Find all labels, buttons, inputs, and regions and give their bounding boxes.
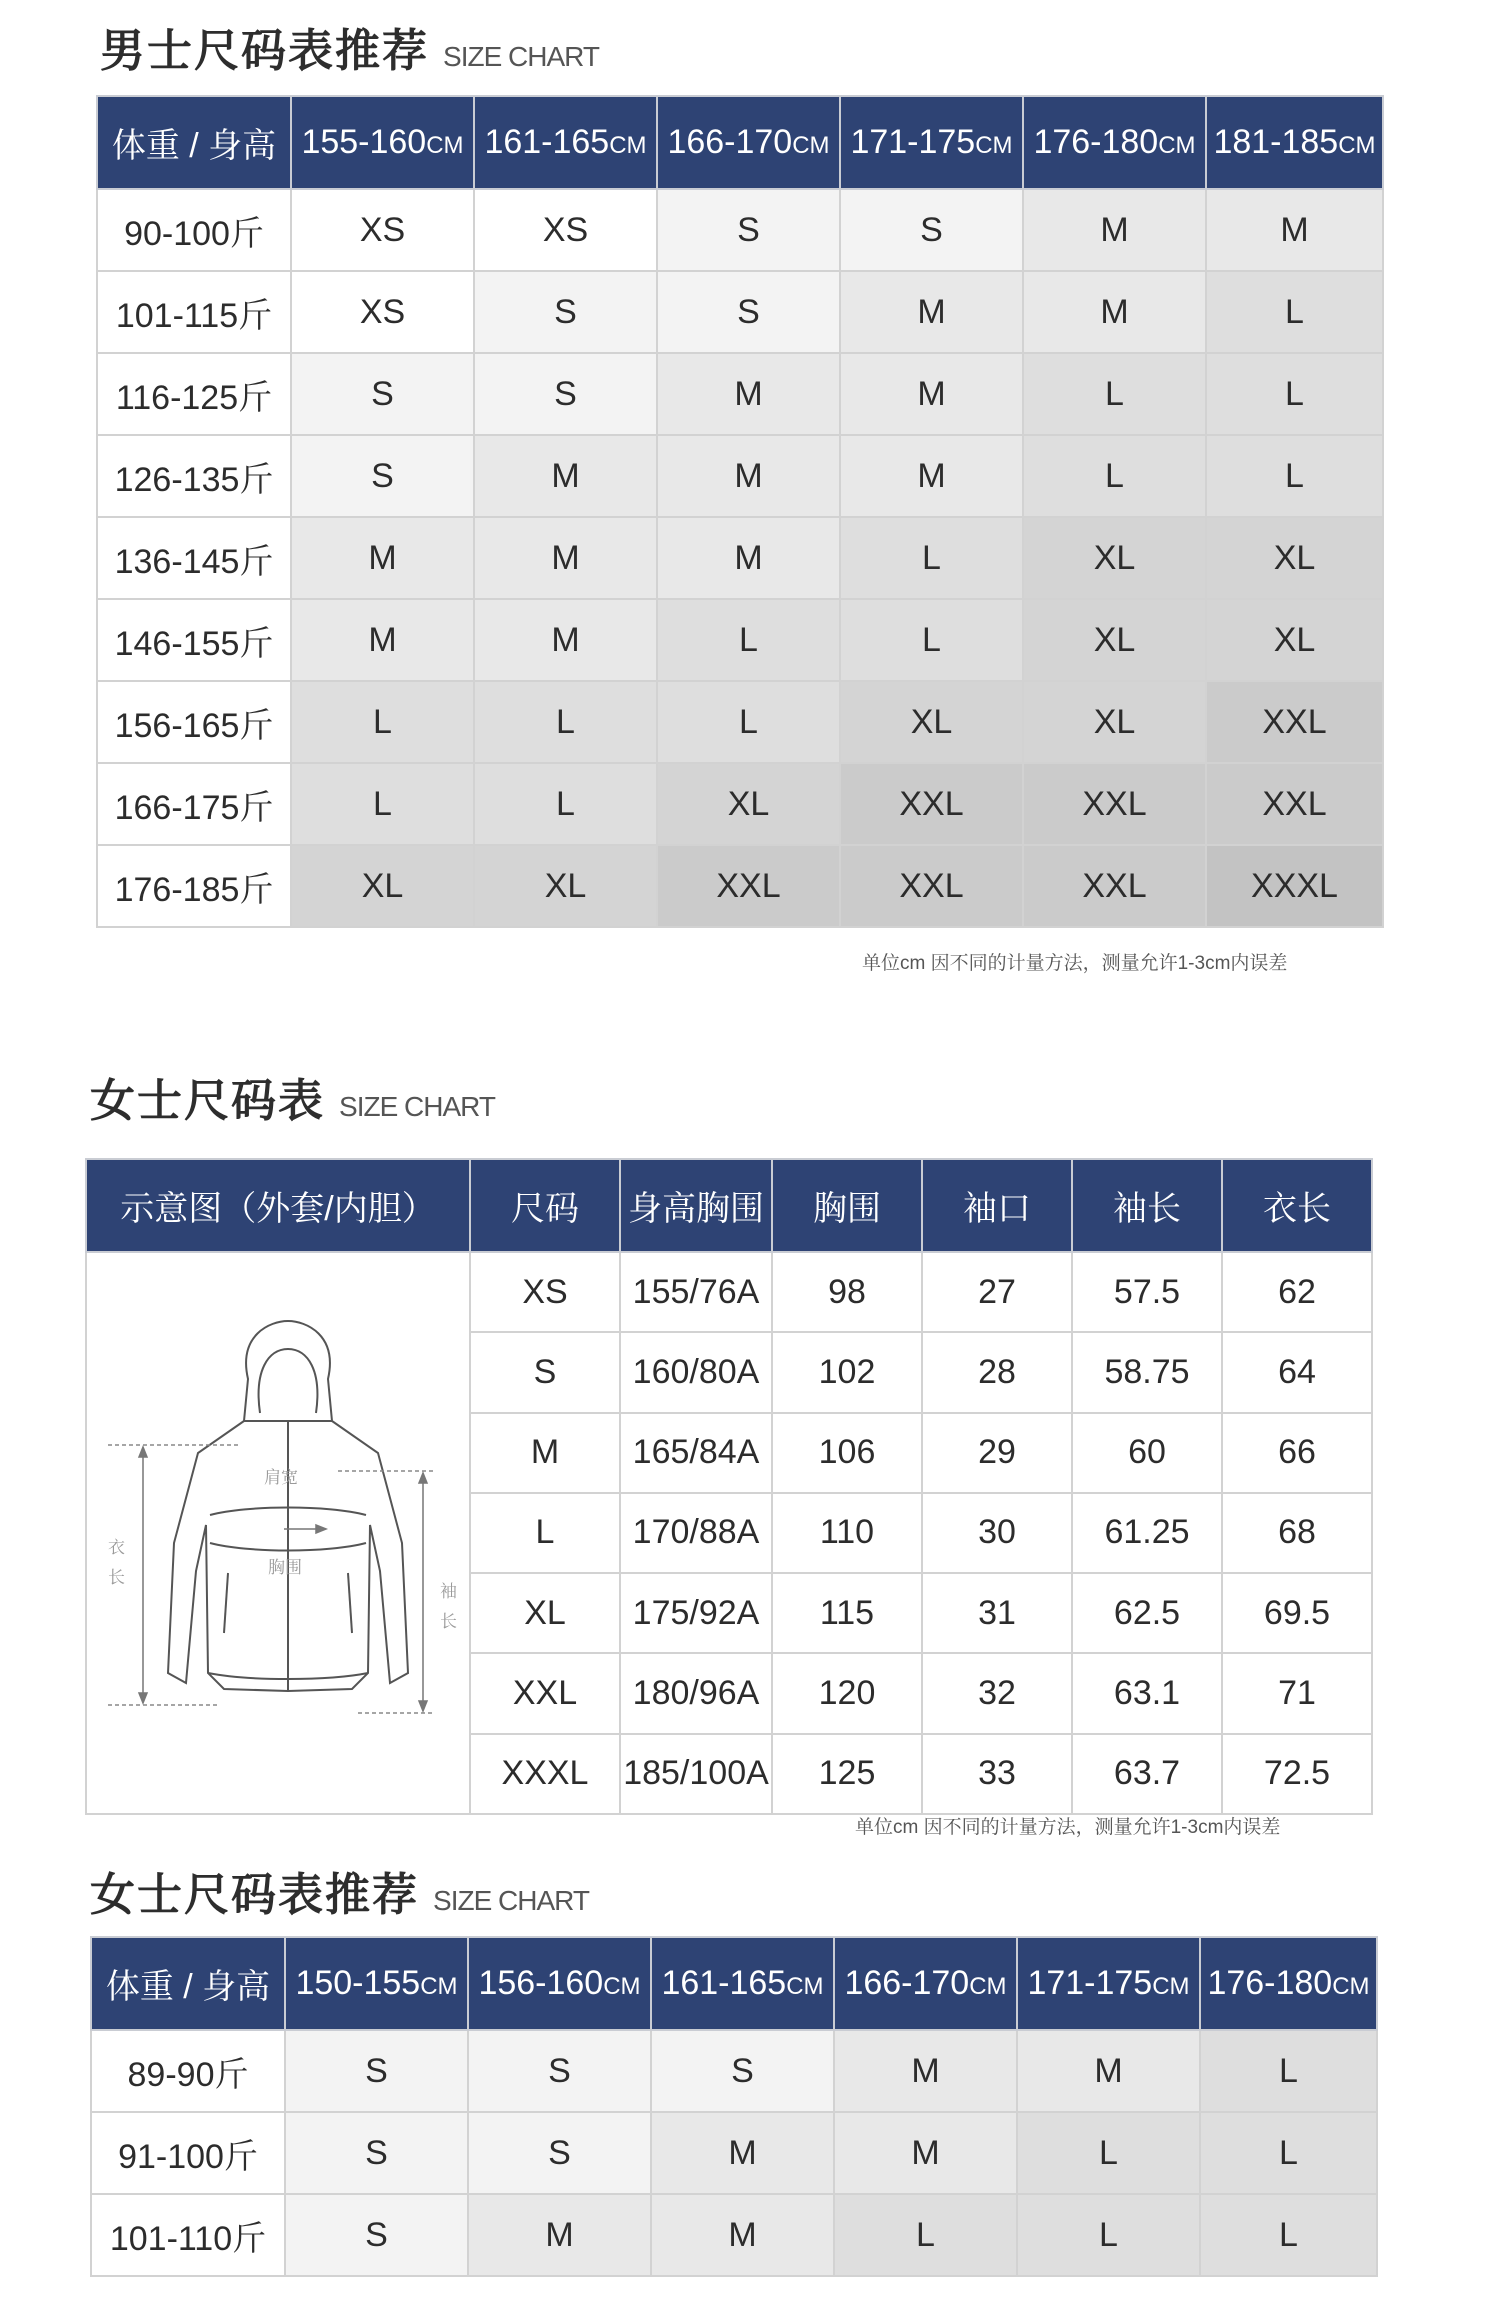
height-unit: CM [792, 132, 830, 159]
size-cell: S [470, 1332, 620, 1412]
weight-cell: 176-185斤 [97, 845, 291, 927]
height-header-3 [840, 96, 1023, 189]
size-cell: XXL [1023, 845, 1206, 927]
chest-cell: 110 [772, 1493, 922, 1573]
women-recommend-table [90, 1936, 1378, 2277]
size-cell: XL [840, 681, 1023, 763]
size-cell: M [291, 599, 474, 681]
size-cell: XS [474, 189, 657, 271]
cuff-cell: 28 [922, 1332, 1072, 1412]
corner-header: 体重 / 身高 [97, 96, 291, 189]
size-cell: L [1200, 2030, 1377, 2112]
cuff-cell: 32 [922, 1653, 1072, 1733]
table-row [97, 845, 1383, 927]
sleeve-cell: 62.5 [1072, 1573, 1222, 1653]
size-cell: M [474, 517, 657, 599]
size-cell: L [834, 2194, 1017, 2276]
size-cell: S [291, 435, 474, 517]
sleeve-cell: 63.7 [1072, 1734, 1222, 1814]
jacket-diagram [88, 1253, 468, 1804]
height-chest-cell: 165/84A [620, 1413, 772, 1493]
size-cell: M [840, 353, 1023, 435]
height-range: 166-170 [844, 1964, 970, 2002]
women-chart-title-zh: 女士尺码表 [90, 1074, 326, 1127]
chest-cell: 106 [772, 1413, 922, 1493]
size-cell: M [1017, 2030, 1200, 2112]
size-cell: XXL [657, 845, 840, 927]
size-cell: XL [474, 845, 657, 927]
height-range: 176-180 [1033, 123, 1159, 161]
size-cell: XS [291, 189, 474, 271]
table-row [97, 435, 1383, 517]
length-cell: 62 [1222, 1252, 1372, 1332]
size-cell: L [1206, 435, 1383, 517]
size-cell: M [474, 435, 657, 517]
chest-cell: 125 [772, 1734, 922, 1814]
women-chart-title-en: SIZE CHART [339, 1091, 495, 1122]
size-cell: L [657, 681, 840, 763]
women-chart-unit-note: 单位cm 因不同的计量方法，测量允许1-3cm内误差 [855, 1817, 1281, 1838]
length-cell: 66 [1222, 1413, 1372, 1493]
weight-cell: 91-100斤 [91, 2112, 285, 2194]
size-cell: M [1206, 189, 1383, 271]
height-unit: CM [975, 132, 1013, 159]
cuff-cell: 31 [922, 1573, 1072, 1653]
size-cell: S [651, 2030, 834, 2112]
chart-header-5: 袖长 [1072, 1159, 1222, 1252]
chart-header-1: 尺码 [470, 1159, 620, 1252]
chart-header-0: 示意图（外套/内胆） [86, 1159, 470, 1252]
chest-cell: 115 [772, 1573, 922, 1653]
height-range: 155-160 [301, 123, 427, 161]
table-row [91, 2030, 1377, 2112]
height-header-1 [468, 1937, 651, 2030]
women-chart-title [90, 1064, 495, 1129]
height-chest-cell: 175/92A [620, 1573, 772, 1653]
size-cell: L [840, 599, 1023, 681]
chart-header-3: 胸围 [772, 1159, 922, 1252]
corner-header: 体重 / 身高 [91, 1937, 285, 2030]
height-unit: CM [969, 1973, 1007, 2000]
men-title-en: SIZE CHART [443, 41, 599, 72]
height-header-3 [834, 1937, 1017, 2030]
cuff-cell: 33 [922, 1734, 1072, 1814]
men-size-table [96, 95, 1384, 928]
size-cell: S [285, 2030, 468, 2112]
length-label-2: 长 [108, 1568, 125, 1588]
sleeve-cell: 57.5 [1072, 1252, 1222, 1332]
weight-cell: 90-100斤 [97, 189, 291, 271]
women-rec-title [90, 1858, 589, 1923]
length-cell: 64 [1222, 1332, 1372, 1412]
chest-cell: 102 [772, 1332, 922, 1412]
table-row [97, 189, 1383, 271]
size-cell: L [1206, 271, 1383, 353]
size-cell: XL [657, 763, 840, 845]
women-rec-title-en: SIZE CHART [433, 1885, 589, 1916]
size-cell: L [1206, 353, 1383, 435]
weight-cell: 101-115斤 [97, 271, 291, 353]
chest-cell: 120 [772, 1653, 922, 1733]
height-header-0 [285, 1937, 468, 2030]
shoulder-label: 肩宽 [264, 1468, 298, 1488]
size-cell: L [840, 517, 1023, 599]
size-cell: S [474, 271, 657, 353]
men-unit-note: 单位cm 因不同的计量方法，测量允许1-3cm内误差 [862, 953, 1288, 974]
size-cell: S [468, 2112, 651, 2194]
size-cell: XXL [840, 763, 1023, 845]
table-row [91, 2194, 1377, 2276]
cuff-cell: 27 [922, 1252, 1072, 1332]
size-cell: XS [291, 271, 474, 353]
weight-cell: 136-145斤 [97, 517, 291, 599]
size-cell: L [1023, 353, 1206, 435]
size-cell: L [474, 763, 657, 845]
weight-cell: 126-135斤 [97, 435, 291, 517]
size-cell: M [474, 599, 657, 681]
height-unit: CM [420, 1973, 458, 2000]
height-chest-cell: 180/96A [620, 1653, 772, 1733]
height-header-5 [1206, 96, 1383, 189]
table-row [97, 681, 1383, 763]
women-size-chart-table [85, 1158, 1373, 1815]
height-unit: CM [786, 1973, 824, 2000]
table-row [97, 763, 1383, 845]
size-cell: L [657, 599, 840, 681]
height-range: 161-165 [661, 1964, 787, 2002]
size-cell: M [1023, 189, 1206, 271]
weight-cell: 146-155斤 [97, 599, 291, 681]
height-header-0 [291, 96, 474, 189]
chest-label: 胸围 [268, 1558, 302, 1578]
weight-cell: 116-125斤 [97, 353, 291, 435]
height-range: 150-155 [295, 1964, 421, 2002]
height-header-2 [657, 96, 840, 189]
size-cell: M [840, 271, 1023, 353]
size-cell: M [840, 435, 1023, 517]
table-row [97, 271, 1383, 353]
size-cell: M [834, 2112, 1017, 2194]
length-cell: 68 [1222, 1493, 1372, 1573]
size-cell: M [657, 517, 840, 599]
height-unit: CM [1152, 1973, 1190, 2000]
table-row [86, 1252, 1372, 1332]
height-unit: CM [426, 132, 464, 159]
height-range: 176-180 [1207, 1964, 1333, 2002]
height-unit: CM [603, 1973, 641, 2000]
chart-header-2: 身高胸围 [620, 1159, 772, 1252]
chart-header-4: 袖口 [922, 1159, 1072, 1252]
length-label-1: 衣 [108, 1538, 125, 1558]
length-cell: 72.5 [1222, 1734, 1372, 1814]
sleeve-cell: 58.75 [1072, 1332, 1222, 1412]
table-row [91, 2112, 1377, 2194]
women-rec-title-zh: 女士尺码表推荐 [90, 1868, 420, 1921]
size-cell: M [1023, 271, 1206, 353]
size-cell: M [651, 2112, 834, 2194]
size-cell: XL [1023, 599, 1206, 681]
size-cell: XL [1206, 517, 1383, 599]
height-header-1 [474, 96, 657, 189]
size-cell: L [1023, 435, 1206, 517]
height-header-2 [651, 1937, 834, 2030]
chart-header-6: 衣长 [1222, 1159, 1372, 1252]
size-cell: M [651, 2194, 834, 2276]
size-cell: XL [470, 1573, 620, 1653]
sleeve-cell: 60 [1072, 1413, 1222, 1493]
height-unit: CM [1338, 132, 1376, 159]
height-chest-cell: 160/80A [620, 1332, 772, 1412]
chest-cell: 98 [772, 1252, 922, 1332]
height-chest-cell: 170/88A [620, 1493, 772, 1573]
size-cell: XXXL [1206, 845, 1383, 927]
height-chest-cell: 155/76A [620, 1252, 772, 1332]
weight-cell: 101-110斤 [91, 2194, 285, 2276]
size-cell: XL [1023, 517, 1206, 599]
size-cell: L [291, 681, 474, 763]
size-cell: XS [470, 1252, 620, 1332]
height-header-5 [1200, 1937, 1377, 2030]
height-range: 171-175 [1027, 1964, 1153, 2002]
height-range: 161-165 [484, 123, 610, 161]
size-cell: L [1200, 2112, 1377, 2194]
size-cell: L [474, 681, 657, 763]
height-range: 156-160 [478, 1964, 604, 2002]
size-cell: M [657, 435, 840, 517]
size-cell: S [285, 2112, 468, 2194]
men-title-zh: 男士尺码表推荐 [100, 24, 430, 77]
table-row [97, 599, 1383, 681]
size-cell: XL [1023, 681, 1206, 763]
sleeve-cell: 61.25 [1072, 1493, 1222, 1573]
height-range: 166-170 [667, 123, 793, 161]
size-cell: S [468, 2030, 651, 2112]
size-cell: M [470, 1413, 620, 1493]
size-cell: XXL [1023, 763, 1206, 845]
size-cell: M [834, 2030, 1017, 2112]
sleeve-label-2: 长 [440, 1612, 457, 1632]
size-cell: XL [291, 845, 474, 927]
height-chest-cell: 185/100A [620, 1734, 772, 1814]
size-cell: L [291, 763, 474, 845]
height-header-4 [1023, 96, 1206, 189]
size-cell: S [291, 353, 474, 435]
table-row [97, 353, 1383, 435]
size-cell: M [291, 517, 474, 599]
height-range: 181-185 [1213, 123, 1339, 161]
size-cell: S [474, 353, 657, 435]
cuff-cell: 30 [922, 1493, 1072, 1573]
jacket-diagram-cell [86, 1252, 470, 1814]
length-cell: 71 [1222, 1653, 1372, 1733]
size-cell: S [657, 271, 840, 353]
size-cell: XXL [1206, 763, 1383, 845]
men-section-title [100, 14, 599, 79]
size-cell: L [1200, 2194, 1377, 2276]
height-unit: CM [1332, 1973, 1370, 2000]
size-cell: L [1017, 2194, 1200, 2276]
weight-cell: 166-175斤 [97, 763, 291, 845]
size-cell: L [470, 1493, 620, 1573]
height-header-4 [1017, 1937, 1200, 2030]
sleeve-cell: 63.1 [1072, 1653, 1222, 1733]
size-cell: S [657, 189, 840, 271]
jacket-outline-icon [168, 1321, 408, 1691]
size-cell: M [468, 2194, 651, 2276]
size-cell: L [1017, 2112, 1200, 2194]
sleeve-label-1: 袖 [440, 1582, 457, 1602]
size-cell: M [657, 353, 840, 435]
height-range: 171-175 [850, 123, 976, 161]
size-cell: S [285, 2194, 468, 2276]
height-unit: CM [1158, 132, 1196, 159]
size-cell: XXL [1206, 681, 1383, 763]
size-cell: XL [1206, 599, 1383, 681]
weight-cell: 156-165斤 [97, 681, 291, 763]
cuff-cell: 29 [922, 1413, 1072, 1493]
size-cell: XXL [840, 845, 1023, 927]
table-row [97, 517, 1383, 599]
height-unit: CM [609, 132, 647, 159]
weight-cell: 89-90斤 [91, 2030, 285, 2112]
size-cell: S [840, 189, 1023, 271]
size-cell: XXXL [470, 1734, 620, 1814]
size-cell: XXL [470, 1653, 620, 1733]
length-cell: 69.5 [1222, 1573, 1372, 1653]
